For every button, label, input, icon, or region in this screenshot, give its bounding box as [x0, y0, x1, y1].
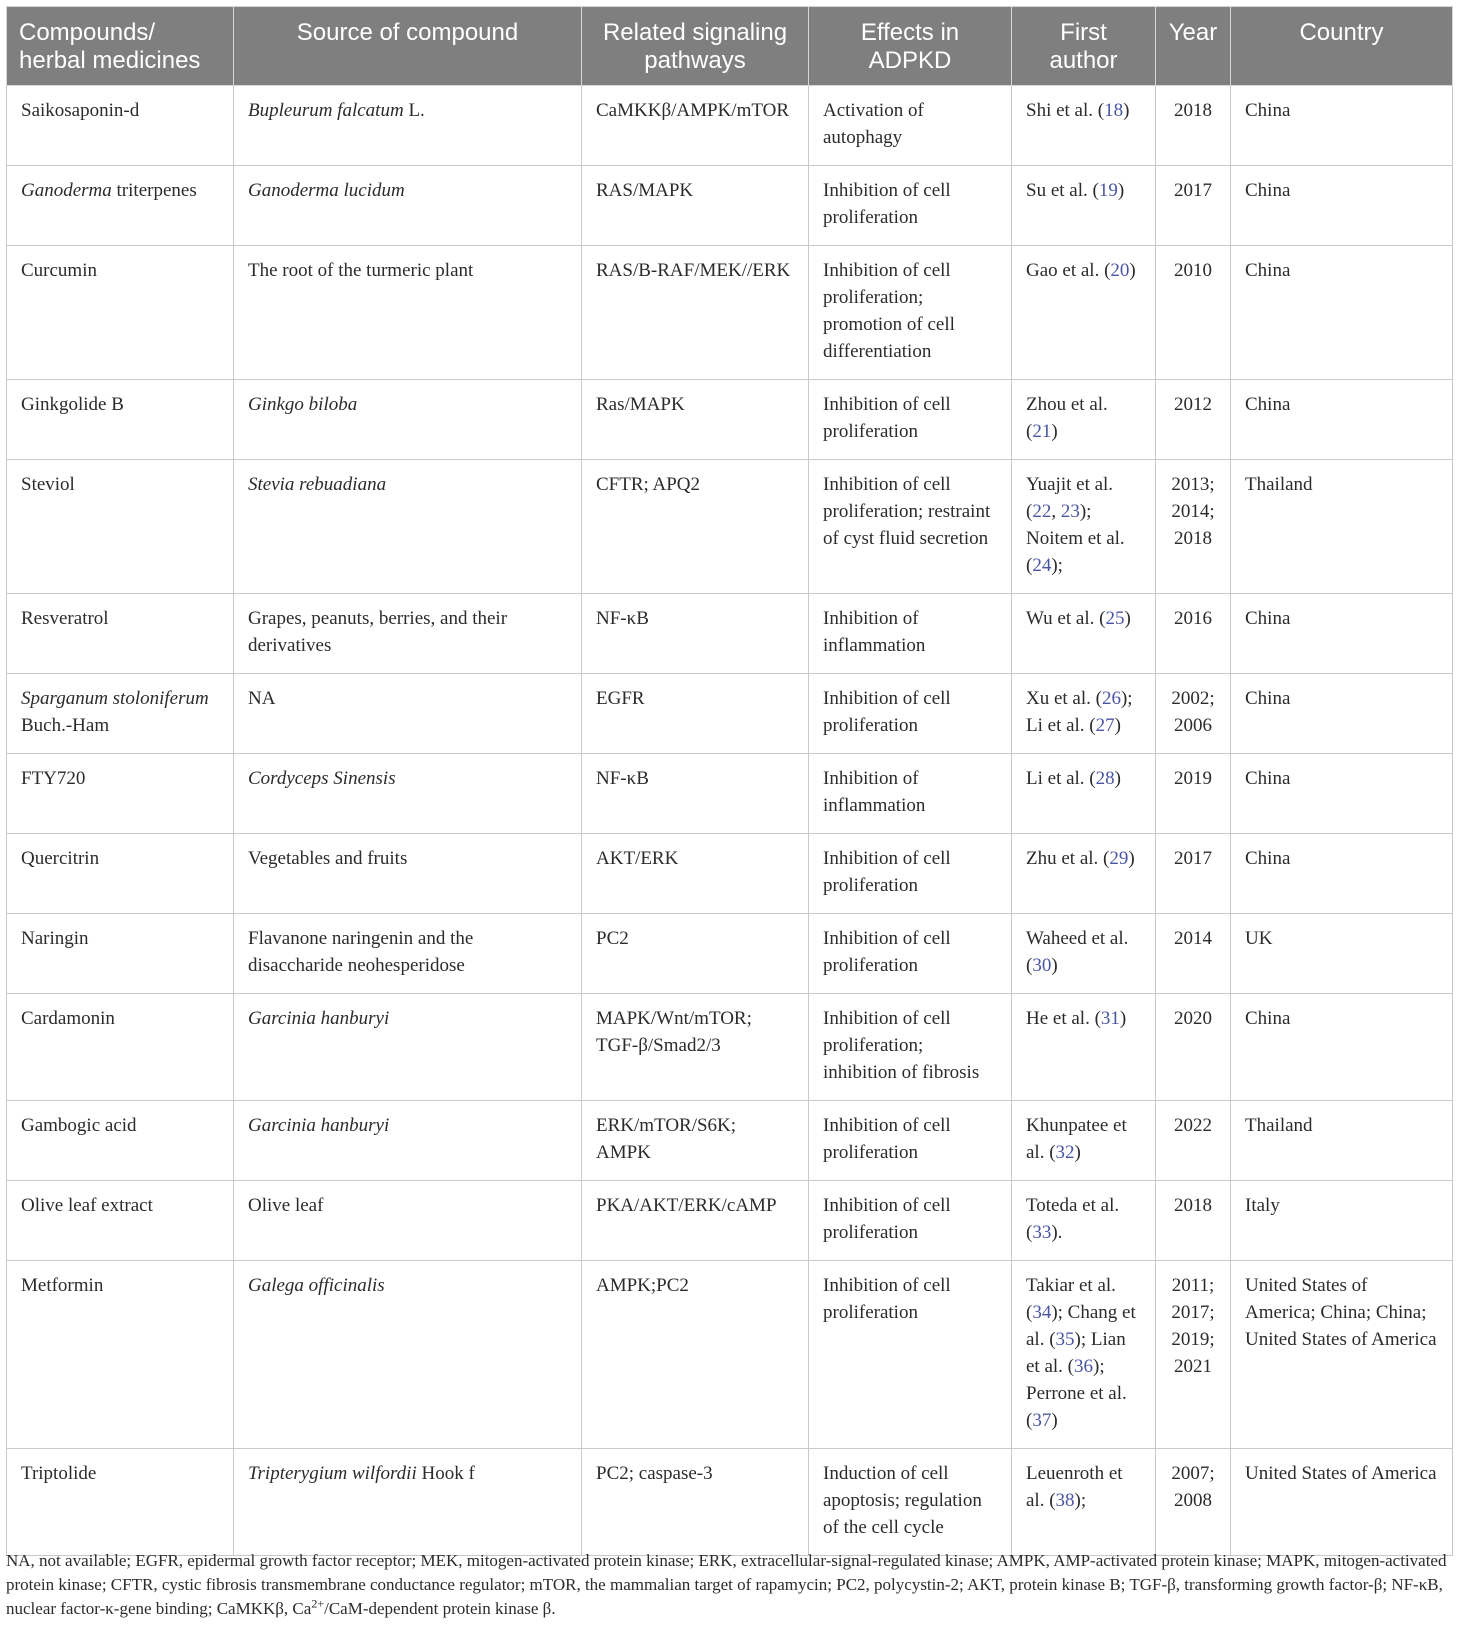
reference-link[interactable]: 20: [1110, 260, 1130, 281]
table-row: [7, 674, 1453, 754]
cell-effect: Inhibition of cell proliferation: [809, 1261, 1012, 1449]
cell-text: Gambogic acid: [21, 1115, 137, 1136]
year-value: 2018: [1174, 528, 1212, 549]
reference-link[interactable]: 35: [1055, 1329, 1075, 1350]
cell-text: Steviol: [21, 474, 75, 495]
reference-link[interactable]: 21: [1032, 421, 1052, 442]
cell-text: );: [1074, 1490, 1087, 1511]
table-row: [7, 594, 1453, 674]
cell-text: ): [1129, 260, 1136, 281]
cell-first-author: [1012, 1101, 1156, 1181]
cell-year: [1156, 754, 1231, 834]
cell-effect: Inhibition of cell proliferation: [809, 834, 1012, 914]
reference-link[interactable]: 31: [1100, 1008, 1120, 1029]
cell-text: ); Chang et al. (: [1026, 1302, 1136, 1350]
cell-first-author: [1012, 914, 1156, 994]
header-compounds: Compounds/ herbal medicines: [7, 7, 234, 86]
cell-text: ); Noitem et al. (: [1026, 501, 1125, 576]
cell-effect: Induction of cell apoptosis; regulation of the cell cycle: [809, 1449, 1012, 1556]
cell-source: [234, 914, 582, 994]
table-row: [7, 380, 1453, 460]
table-row: [7, 166, 1453, 246]
cell-year: [1156, 1449, 1231, 1556]
cell-first-author: [1012, 1449, 1156, 1556]
year-value: 2020: [1174, 1008, 1212, 1029]
cell-text: He et al. (: [1026, 1008, 1101, 1029]
cell-year: [1156, 86, 1231, 166]
cell-effect: Inhibition of cell proliferation: [809, 1101, 1012, 1181]
cell-source: [234, 460, 582, 594]
cell-text: ): [1051, 1410, 1058, 1431]
cell-pathway: RAS/B-RAF/MEK//ERK: [582, 246, 809, 380]
cell-first-author: [1012, 166, 1156, 246]
cell-effect: Inhibition of cell proliferation; inhibition of fibrosis: [809, 994, 1012, 1101]
table-row: [7, 1261, 1453, 1449]
cell-text: );: [1051, 555, 1063, 576]
year-value: 2018: [1174, 100, 1212, 121]
year-value: 2007;: [1171, 1463, 1215, 1484]
cell-text: Buch.-Ham: [21, 715, 110, 736]
italic-text: Ganoderma: [21, 180, 112, 201]
header-year: Year: [1156, 7, 1231, 86]
cell-text: Triptolide: [21, 1463, 97, 1484]
cell-text: ): [1114, 715, 1121, 736]
cell-text: Takiar et al. (: [1026, 1275, 1116, 1323]
cell-pathway: NF-κB: [582, 754, 809, 834]
cell-text: ): [1114, 768, 1121, 789]
cell-text: ): [1051, 421, 1058, 442]
cell-text: Su et al. (: [1026, 180, 1099, 201]
cell-country: China: [1231, 594, 1453, 674]
cell-text: triterpenes: [111, 180, 197, 201]
cell-country: United States of America: [1231, 1449, 1453, 1556]
cell-pathway: AKT/ERK: [582, 834, 809, 914]
cell-text: Olive leaf: [248, 1195, 324, 1216]
header-first-author: First author: [1012, 7, 1156, 86]
cell-text: Saikosaponin-d: [21, 100, 140, 121]
cell-first-author: [1012, 994, 1156, 1101]
cell-text: ): [1119, 1008, 1127, 1029]
cell-pathway: PC2: [582, 914, 809, 994]
cell-country: China: [1231, 674, 1453, 754]
cell-source: [234, 994, 582, 1101]
cell-year: [1156, 674, 1231, 754]
cell-first-author: [1012, 834, 1156, 914]
cell-country: China: [1231, 834, 1453, 914]
cell-text: ).: [1051, 1222, 1063, 1243]
cell-source: [234, 754, 582, 834]
cell-text: Shi et al. (: [1026, 100, 1105, 121]
cell-text: Toteda et al. (: [1026, 1195, 1120, 1243]
compounds-table: [6, 6, 1453, 1556]
cell-year: [1156, 914, 1231, 994]
cell-compound: [7, 460, 234, 594]
cell-text: NA: [248, 688, 276, 709]
cell-country: China: [1231, 246, 1453, 380]
table-row: [7, 1181, 1453, 1261]
cell-year: [1156, 460, 1231, 594]
cell-text: ,: [1051, 501, 1061, 522]
cell-effect: Inhibition of cell proliferation; restraint of cyst fluid secretion: [809, 460, 1012, 594]
cell-first-author: [1012, 380, 1156, 460]
cell-country: Thailand: [1231, 1101, 1453, 1181]
cell-text: ): [1128, 848, 1135, 869]
cell-compound: [7, 674, 234, 754]
cell-compound: [7, 834, 234, 914]
cell-country: China: [1231, 754, 1453, 834]
year-value: 2018: [1174, 1195, 1212, 1216]
year-value: 2011;: [1171, 1275, 1215, 1296]
table-header-row: [7, 7, 1453, 86]
cell-text: Curcumin: [21, 260, 97, 281]
cell-effect: Inhibition of cell proliferation: [809, 914, 1012, 994]
cell-year: [1156, 380, 1231, 460]
reference-link[interactable]: 24: [1032, 555, 1052, 576]
cell-source: [234, 1181, 582, 1261]
cell-pathway: Ras/MAPK: [582, 380, 809, 460]
cell-source: [234, 1449, 582, 1556]
year-value: 2012: [1174, 394, 1212, 415]
cell-text: ): [1123, 100, 1130, 121]
cell-compound: [7, 1181, 234, 1261]
cell-pathway: EGFR: [582, 674, 809, 754]
table-row: [7, 1101, 1453, 1181]
cell-compound: [7, 1261, 234, 1449]
reference-link[interactable]: 37: [1032, 1410, 1052, 1431]
year-value: 2017: [1174, 848, 1212, 869]
cell-text: Waheed et al. (: [1026, 928, 1129, 976]
table-row: [7, 994, 1453, 1101]
cell-first-author: [1012, 1261, 1156, 1449]
cell-pathway: AMPK;PC2: [582, 1261, 809, 1449]
cell-year: [1156, 1101, 1231, 1181]
cell-text: Gao et al. (: [1026, 260, 1111, 281]
cell-compound: [7, 380, 234, 460]
cell-text: L.: [403, 100, 425, 121]
year-value: 2014: [1174, 928, 1212, 949]
cell-text: ): [1051, 955, 1058, 976]
cell-effect: Inhibition of cell proliferation: [809, 380, 1012, 460]
year-value: 2010: [1174, 260, 1212, 281]
cell-country: China: [1231, 166, 1453, 246]
cell-year: [1156, 1261, 1231, 1449]
cell-source: [234, 380, 582, 460]
italic-text: Ginkgo biloba: [248, 394, 358, 415]
cell-source: [234, 674, 582, 754]
table-row: [7, 1449, 1453, 1556]
cell-first-author: [1012, 674, 1156, 754]
cell-text: Wu et al. (: [1026, 608, 1106, 629]
cell-pathway: MAPK/Wnt/mTOR; TGF-β/Smad2/3: [582, 994, 809, 1101]
table-row: [7, 914, 1453, 994]
year-value: 2017: [1174, 180, 1212, 201]
footnote-superscript: 2+: [311, 1596, 325, 1611]
cell-source: [234, 834, 582, 914]
reference-link[interactable]: 26: [1101, 688, 1121, 709]
cell-compound: [7, 166, 234, 246]
header-pathways: Related signaling pathways: [582, 7, 809, 86]
year-value: 2002;: [1171, 688, 1215, 709]
cell-effect: Inhibition of cell proliferation; promotion of cell differentiation: [809, 246, 1012, 380]
cell-first-author: [1012, 594, 1156, 674]
table-footnote: [6, 1549, 1452, 1621]
cell-text: Xu et al. (: [1026, 688, 1102, 709]
year-value: 2019: [1174, 768, 1212, 789]
reference-link[interactable]: 32: [1055, 1142, 1075, 1163]
table-body: [7, 86, 1453, 1556]
cell-text: The root of the turmeric plant: [248, 260, 474, 281]
cell-text: ): [1124, 608, 1131, 629]
cell-effect: Inhibition of cell proliferation: [809, 674, 1012, 754]
cell-year: [1156, 834, 1231, 914]
cell-effect: Activation of autophagy: [809, 86, 1012, 166]
cell-country: Italy: [1231, 1181, 1453, 1261]
reference-link[interactable]: 18: [1104, 100, 1124, 121]
cell-effect: Inhibition of inflammation: [809, 594, 1012, 674]
cell-text: ); Li et al. (: [1026, 688, 1133, 736]
cell-compound: [7, 86, 234, 166]
year-value: 2022: [1174, 1115, 1212, 1136]
cell-text: FTY720: [21, 768, 86, 789]
cell-text: Naringin: [21, 928, 89, 949]
cell-pathway: CaMKKβ/AMPK/mTOR: [582, 86, 809, 166]
year-value: 2021: [1174, 1356, 1212, 1377]
cell-text: Flavanone naringenin and the disaccharide neohesperidose: [248, 928, 474, 976]
italic-text: Garcinia hanburyi: [248, 1008, 390, 1029]
cell-country: China: [1231, 380, 1453, 460]
reference-link[interactable]: 34: [1032, 1302, 1052, 1323]
reference-link[interactable]: 22: [1032, 501, 1052, 522]
reference-link[interactable]: 36: [1074, 1356, 1094, 1377]
cell-text: Hook f: [416, 1463, 475, 1484]
header-source: Source of compound: [234, 7, 582, 86]
cell-pathway: ERK/mTOR/S6K; AMPK: [582, 1101, 809, 1181]
cell-source: [234, 1261, 582, 1449]
reference-link[interactable]: 23: [1060, 501, 1080, 522]
italic-text: Ganoderma lucidum: [248, 180, 405, 201]
cell-text: Grapes, peanuts, berries, and their derivatives: [248, 608, 508, 656]
italic-text: Tripterygium wilfordii: [248, 1463, 417, 1484]
cell-compound: [7, 914, 234, 994]
cell-text: ); Lian et al. (: [1026, 1329, 1126, 1377]
italic-text: Sparganum stoloniferum: [21, 688, 209, 709]
cell-text: Li et al. (: [1026, 768, 1096, 789]
cell-text: ): [1074, 1142, 1081, 1163]
cell-effect: Inhibition of cell proliferation: [809, 166, 1012, 246]
cell-first-author: [1012, 1181, 1156, 1261]
cell-year: [1156, 994, 1231, 1101]
table-row: [7, 754, 1453, 834]
cell-text: Cardamonin: [21, 1008, 115, 1029]
cell-first-author: [1012, 460, 1156, 594]
cell-text: Resveratrol: [21, 608, 109, 629]
italic-text: Stevia rebuadiana: [248, 474, 387, 495]
cell-effect: Inhibition of inflammation: [809, 754, 1012, 834]
cell-text: Metformin: [21, 1275, 104, 1296]
cell-year: [1156, 1181, 1231, 1261]
cell-year: [1156, 594, 1231, 674]
footnote-text: NA, not available; EGFR, epidermal growth factor receptor; MEK, mitogen-activated protein kinase; ERK, extracellular-signal-regulated kinase; AMPK, AMP-activated protein kinase; MAPK, mitogen-activated protein kinase; CFTR, cystic fibrosis transmembrane conductance regulator; mTOR, the mammalian target of rapamycin; PC2, polycystin-2; AKT, protein kinase B; TGF-β, transforming growth factor-β; NF-κB, nuclear factor-κ-gene binding; CaMKKβ, Ca: [6, 1551, 1447, 1618]
footnote-text-end: /CaM-dependent protein kinase β.: [324, 1599, 556, 1618]
cell-year: [1156, 166, 1231, 246]
cell-text: Quercitrin: [21, 848, 100, 869]
header-effects: Effects in ADPKD: [809, 7, 1012, 86]
cell-source: [234, 246, 582, 380]
year-value: 2006: [1174, 715, 1212, 736]
reference-link[interactable]: 38: [1055, 1490, 1075, 1511]
cell-text: ); Perrone et al. (: [1026, 1356, 1127, 1431]
cell-first-author: [1012, 754, 1156, 834]
year-value: 2019;: [1171, 1329, 1215, 1350]
cell-country: Thailand: [1231, 460, 1453, 594]
italic-text: Garcinia hanburyi: [248, 1115, 390, 1136]
cell-text: Khunpatee et al. (: [1026, 1115, 1127, 1163]
table-row: [7, 86, 1453, 166]
year-value: 2017;: [1171, 1302, 1215, 1323]
cell-source: [234, 594, 582, 674]
cell-pathway: RAS/MAPK: [582, 166, 809, 246]
cell-pathway: PC2; caspase-3: [582, 1449, 809, 1556]
cell-source: [234, 1101, 582, 1181]
cell-compound: [7, 994, 234, 1101]
reference-link[interactable]: 33: [1032, 1222, 1052, 1243]
cell-compound: [7, 1101, 234, 1181]
cell-text: ): [1117, 180, 1125, 201]
cell-country: UK: [1231, 914, 1453, 994]
cell-first-author: [1012, 246, 1156, 380]
cell-country: China: [1231, 86, 1453, 166]
cell-source: [234, 86, 582, 166]
cell-effect: Inhibition of cell proliferation: [809, 1181, 1012, 1261]
table-row: [7, 460, 1453, 594]
italic-text: Galega officinalis: [248, 1275, 385, 1296]
reference-link[interactable]: 25: [1105, 608, 1125, 629]
cell-text: Leuenroth et al. (: [1026, 1463, 1123, 1511]
reference-link[interactable]: 29: [1109, 848, 1129, 869]
year-value: 2016: [1174, 608, 1212, 629]
cell-source: [234, 166, 582, 246]
italic-text: Bupleurum falcatum: [248, 100, 404, 121]
table-row: [7, 246, 1453, 380]
cell-text: Ginkgolide B: [21, 394, 124, 415]
cell-year: [1156, 246, 1231, 380]
cell-text: Zhu et al. (: [1026, 848, 1110, 869]
year-value: 2014;: [1171, 501, 1215, 522]
cell-compound: [7, 754, 234, 834]
header-country: Country: [1231, 7, 1453, 86]
reference-link[interactable]: 27: [1095, 715, 1115, 736]
cell-text: Yuajit et al. (: [1026, 474, 1114, 522]
cell-compound: [7, 246, 234, 380]
cell-country: United States of America; China; China; United States of America: [1231, 1261, 1453, 1449]
cell-text: Vegetables and fruits: [248, 848, 408, 869]
cell-text: Olive leaf extract: [21, 1195, 153, 1216]
cell-pathway: CFTR; APQ2: [582, 460, 809, 594]
reference-link[interactable]: 28: [1095, 768, 1115, 789]
cell-text: Zhou et al. (: [1026, 394, 1108, 442]
reference-link[interactable]: 30: [1032, 955, 1052, 976]
reference-link[interactable]: 19: [1098, 180, 1118, 201]
cell-compound: [7, 594, 234, 674]
cell-pathway: NF-κB: [582, 594, 809, 674]
italic-text: Cordyceps Sinensis: [248, 768, 396, 789]
year-value: 2008: [1174, 1490, 1212, 1511]
cell-first-author: [1012, 86, 1156, 166]
cell-country: China: [1231, 994, 1453, 1101]
table-row: [7, 834, 1453, 914]
year-value: 2013;: [1171, 474, 1215, 495]
cell-compound: [7, 1449, 234, 1556]
cell-pathway: PKA/AKT/ERK/cAMP: [582, 1181, 809, 1261]
